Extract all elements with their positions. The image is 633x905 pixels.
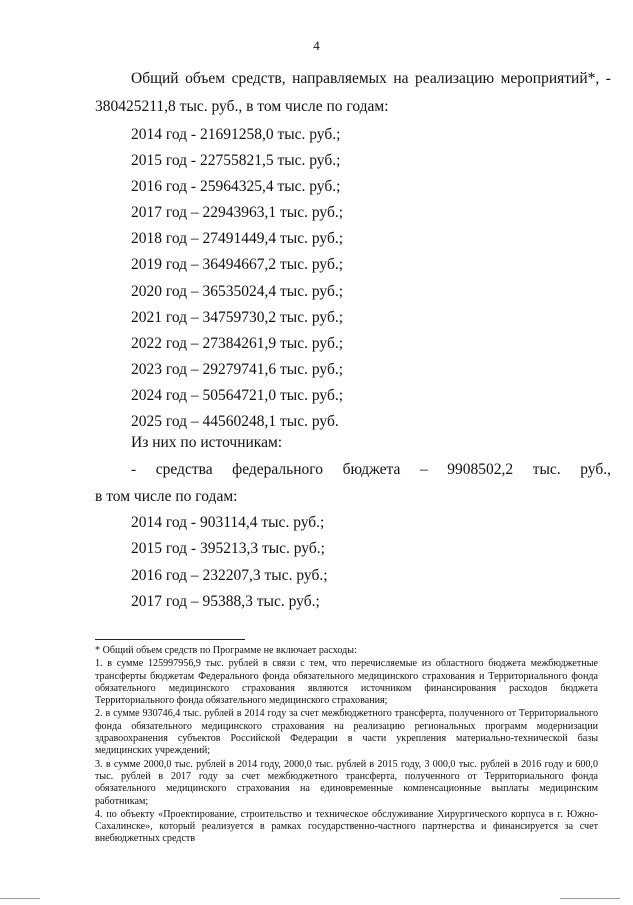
federal-word: - [131, 461, 137, 478]
year-item: 2024 год – 50564721,0 тыс. руб.; [131, 386, 344, 404]
federal-word: средства [155, 461, 213, 478]
year-item: 2016 год - 25964325,4 тыс. руб.; [131, 178, 341, 196]
federal-word: 9908502,2 [447, 461, 514, 478]
intro-word: мероприятий*, [500, 70, 600, 87]
year-item: 2019 год – 36494667,2 тыс. руб.; [131, 256, 344, 274]
footnote-item: 3. в сумме 2000,0 тыс. рублей в 2014 году, 2000,0 тыс. рублей в 2015 году, 3 000,0 тыс. рублей в 2016 году и 600,0 тыс. рублей в 2017 году за счет межбюджетного трансферта, полученного от Территориального фонда обязательного медицинского страхования на единовременные компенсационные выплаты медицинским работникам; [95, 758, 598, 807]
intro-word: средств, [231, 70, 286, 87]
year-item: 2022 год – 27384261,9 тыс. руб.; [131, 334, 344, 352]
footnote-item: 4. по объекту «Проектирование, строительство и техническое обслуживание Хирургического корпуса в г. Южно-Сахалинске», который реализуется в рамках государственно-частного партнерства и финансируется за счет внебюджетных средств [95, 808, 598, 845]
intro-word: реализацию [415, 70, 495, 87]
intro-word: объем [185, 70, 226, 87]
federal-word: федерального [232, 461, 323, 478]
year-item: 2015 год - 22755821,5 тыс. руб.; [131, 152, 341, 170]
intro-line-2: 380425211,8 тыс. руб., в том числе по годам: [95, 98, 389, 115]
federal-year-item: 2014 год - 903114,4 тыс. руб.; [131, 514, 325, 531]
federal-year-item: 2016 год – 232207,3 тыс. руб.; [131, 566, 328, 584]
sources-heading: Из них по источникам: [131, 434, 283, 451]
federal-word: руб., [580, 461, 611, 478]
federal-word: – [419, 461, 428, 478]
federal-word: тыс. [532, 461, 561, 478]
year-item: 2020 год – 36535024,4 тыс. руб.; [131, 282, 344, 300]
federal-word: бюджета [342, 461, 401, 478]
scan-edge-mark [0, 898, 40, 899]
year-item: 2023 год – 29279741,6 тыс. руб.; [131, 360, 344, 378]
year-item: 2018 год – 27491449,4 тыс. руб.; [131, 230, 344, 248]
federal-year-item: 2015 год - 395213,3 тыс. руб.; [131, 540, 325, 558]
federal-by-year-list [131, 513, 328, 618]
footnote-heading: * Общий объем средств по Программе не включает расходы: [95, 645, 357, 656]
footnote-separator [95, 639, 245, 640]
year-item: 2025 год – 44560248,1 тыс. руб. [131, 413, 339, 431]
federal-budget-line-2: в том числе по годам: [95, 488, 238, 505]
year-item: 2021 год – 34759730,2 тыс. руб.; [131, 308, 344, 326]
intro-word: на [393, 70, 409, 87]
year-item: 2017 год – 22943963,1 тыс. руб.; [131, 204, 344, 222]
scan-edge-mark [560, 898, 620, 899]
federal-budget-line [131, 461, 611, 479]
page-number: 4 [313, 38, 320, 53]
footnotes [95, 645, 598, 846]
intro-word: направляемых [292, 70, 387, 87]
total-by-year-list [131, 125, 343, 438]
intro-line-1 [131, 70, 611, 88]
footnote-item: 1. в сумме 125997956,9 тыс. рублей в связи с тем, что перечисляемые из областного бюджета межбюджетные трансферты бюджетам Федерального фонда обязательного медицинского страхования и Территориального фонда обязательного медицинского страхования являются источником финансирования расходов бюджета Территориального фонда обязательного медицинского страхования; [95, 658, 598, 707]
footnote-item: 2. в сумме 930746,4 тыс. рублей в 2014 году за счет межбюджетного трансферта, полученного от Территориального фонда обязательного медицинского страхования на реализацию региональных программ модернизации здравоохранения субъектов Российской Федерации в части укрепления материально-технической базы медицинских учреждений; [95, 708, 598, 757]
federal-year-item: 2017 год – 95388,3 тыс. руб.; [131, 592, 320, 610]
intro-word: - [605, 70, 611, 87]
intro-word: Общий [131, 70, 179, 87]
year-item: 2014 год - 21691258,0 тыс. руб.; [131, 126, 341, 143]
